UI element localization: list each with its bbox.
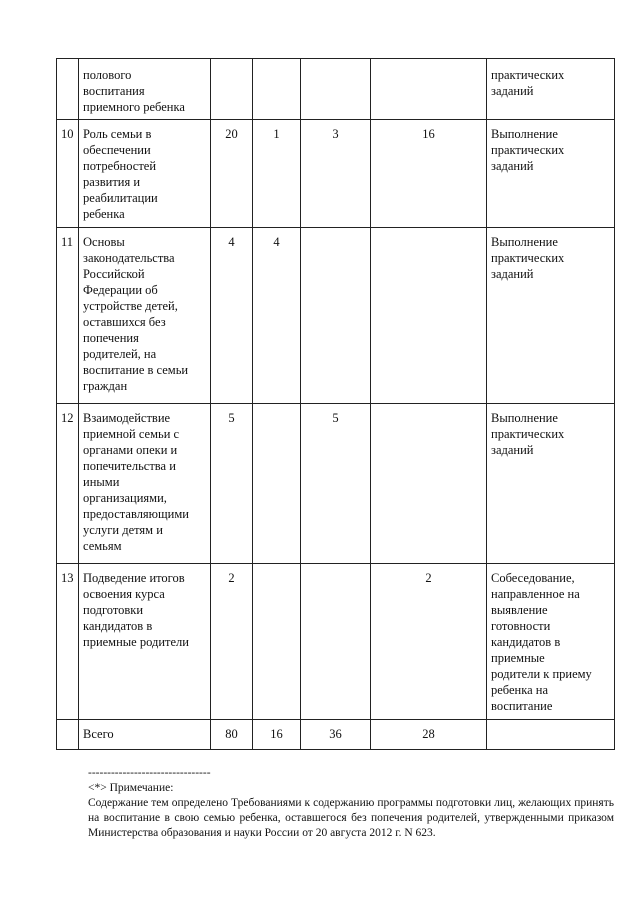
practice-hours-cell [301,59,371,120]
practice-hours-cell [301,228,371,404]
total-hours-cell: 4 [211,228,253,404]
table-row [57,404,615,564]
selfwork-hours-cell [371,59,487,120]
practice-hours-cell: 36 [301,720,371,750]
row-number-cell: 11 [57,228,79,404]
lecture-hours-cell [253,564,301,720]
footnote-block [88,766,614,841]
footnote-text: Содержание тем определено Требованиями к содержанию программы подготовки лиц, желающих принять на воспитание в свою семью ребенка, оставшегося без попечения родителей, утвержденными приказом Министерства образования и науки России от 20 августа 2012 г. N 623. [88,797,614,839]
selfwork-hours-cell [371,404,487,564]
control-form-cell [487,720,615,750]
selfwork-hours-cell: 16 [371,120,487,228]
table-total-row [57,720,615,750]
lecture-hours-cell: 16 [253,720,301,750]
footnote-title: <*> Примечание: [88,782,174,794]
selfwork-hours-cell: 28 [371,720,487,750]
row-number-cell: 10 [57,120,79,228]
footnote-separator: -------------------------------- [88,767,211,779]
topic-cell: Основы законодательства Российской Федерации об устройстве детей, оставшихся без попечения родителей, на воспитание в семьи граждан [79,228,211,404]
total-hours-cell: 20 [211,120,253,228]
total-hours-cell: 2 [211,564,253,720]
topic-cell: Роль семьи в обеспечении потребностей развития и реабилитации ребенка [79,120,211,228]
practice-hours-cell [301,564,371,720]
lecture-hours-cell [253,404,301,564]
control-form-cell: Собеседование, направленное на выявление готовности кандидатов в приемные родители к приему ребенка на воспитание [487,564,615,720]
lecture-hours-cell [253,59,301,120]
topic-cell: Взаимодействие приемной семьи с органами опеки и попечительства и иными организациями, предоставляющими услуги детям и семьям [79,404,211,564]
topic-cell: Всего [79,720,211,750]
topic-cell: полового воспитания приемного ребенка [79,59,211,120]
selfwork-hours-cell: 2 [371,564,487,720]
row-number-cell: 12 [57,404,79,564]
row-number-cell: 13 [57,564,79,720]
control-form-cell: Выполнение практических заданий [487,404,615,564]
selfwork-hours-cell [371,228,487,404]
table-row [57,228,615,404]
row-number-cell [57,720,79,750]
total-hours-cell [211,59,253,120]
practice-hours-cell: 3 [301,120,371,228]
control-form-cell: Выполнение практических заданий [487,228,615,404]
control-form-cell: практических заданий [487,59,615,120]
table-row [57,120,615,228]
lecture-hours-cell: 4 [253,228,301,404]
table-row [57,564,615,720]
curriculum-table-wrapper [56,58,614,750]
practice-hours-cell: 5 [301,404,371,564]
lecture-hours-cell: 1 [253,120,301,228]
total-hours-cell: 5 [211,404,253,564]
curriculum-table [56,58,615,750]
total-hours-cell: 80 [211,720,253,750]
row-number-cell [57,59,79,120]
control-form-cell: Выполнение практических заданий [487,120,615,228]
topic-cell: Подведение итогов освоения курса подготовки кандидатов в приемные родители [79,564,211,720]
table-row [57,59,615,120]
